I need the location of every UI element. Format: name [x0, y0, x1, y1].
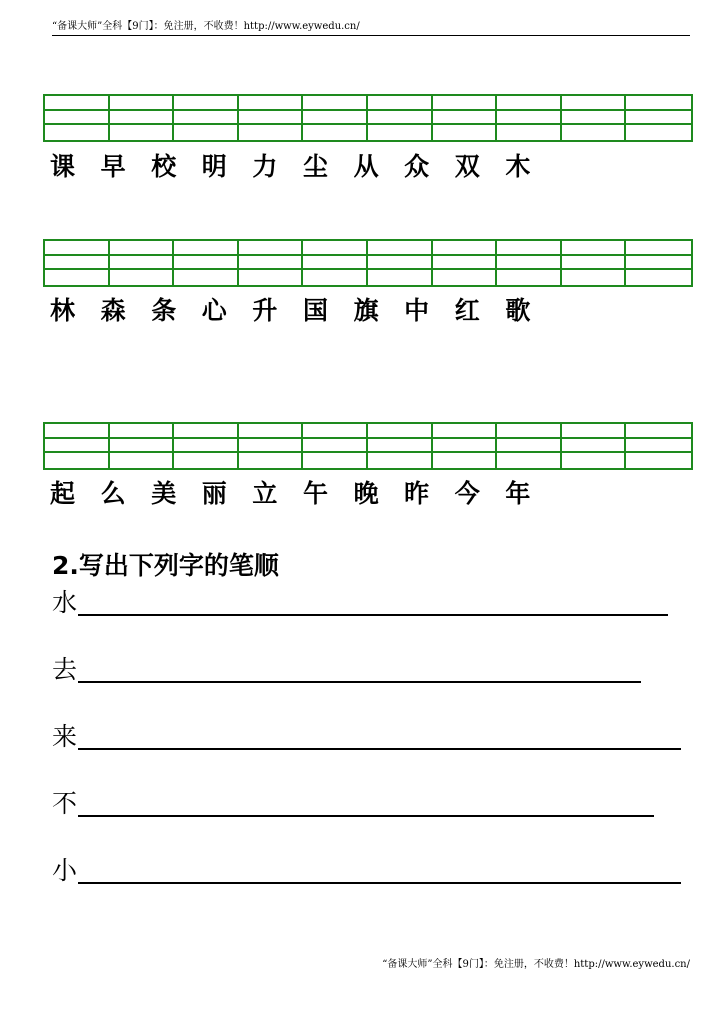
- grid-cell[interactable]: [174, 439, 239, 454]
- character: 双: [454, 152, 480, 181]
- character: 校: [151, 152, 177, 181]
- character: 力: [252, 152, 278, 181]
- stroke-order-row[interactable]: [52, 722, 681, 752]
- grid-cell[interactable]: [368, 256, 433, 271]
- grid-cell[interactable]: [174, 256, 239, 271]
- grid-cell[interactable]: [433, 111, 498, 126]
- grid-cell[interactable]: [433, 270, 498, 285]
- grid-cell[interactable]: [303, 125, 368, 140]
- character: 今: [454, 479, 480, 508]
- grid-cell[interactable]: [110, 270, 175, 285]
- grid-cell[interactable]: [626, 241, 691, 256]
- grid-cell[interactable]: [239, 453, 304, 468]
- grid-cell[interactable]: [433, 96, 498, 111]
- grid-cell[interactable]: [303, 424, 368, 439]
- character: 明: [201, 152, 227, 181]
- grid-cell[interactable]: [433, 256, 498, 271]
- character: 升: [252, 296, 278, 325]
- grid-cell[interactable]: [497, 241, 562, 256]
- grid-cell[interactable]: [562, 96, 627, 111]
- stroke-order-char: 小: [52, 856, 78, 885]
- grid-cell[interactable]: [239, 96, 304, 111]
- answer-line[interactable]: [78, 748, 681, 750]
- stroke-order-char: 来: [52, 722, 78, 751]
- character-list: [50, 152, 556, 182]
- grid-cell[interactable]: [45, 256, 110, 271]
- writing-grid[interactable]: [43, 239, 693, 287]
- grid-cell[interactable]: [497, 256, 562, 271]
- grid-cell[interactable]: [45, 439, 110, 454]
- stroke-order-row[interactable]: [52, 856, 681, 886]
- grid-cell[interactable]: [45, 111, 110, 126]
- grid-cell[interactable]: [174, 453, 239, 468]
- grid-cell[interactable]: [45, 241, 110, 256]
- grid-cell[interactable]: [303, 270, 368, 285]
- character-list: [50, 479, 556, 509]
- grid-cell[interactable]: [562, 270, 627, 285]
- grid-cell[interactable]: [239, 256, 304, 271]
- grid-cell[interactable]: [433, 241, 498, 256]
- grid-cell[interactable]: [368, 439, 433, 454]
- grid-cell[interactable]: [368, 270, 433, 285]
- grid-cell[interactable]: [110, 424, 175, 439]
- character: 立: [252, 479, 278, 508]
- stroke-order-row[interactable]: [52, 789, 654, 819]
- grid-cell[interactable]: [562, 453, 627, 468]
- grid-cell[interactable]: [626, 111, 691, 126]
- character: 众: [404, 152, 430, 181]
- character: 条: [151, 296, 177, 325]
- character: 丽: [201, 479, 227, 508]
- stroke-order-char: 去: [52, 655, 78, 684]
- grid-cell[interactable]: [368, 424, 433, 439]
- grid-cell[interactable]: [239, 125, 304, 140]
- grid-cell[interactable]: [562, 125, 627, 140]
- grid-cell[interactable]: [497, 270, 562, 285]
- grid-cell[interactable]: [562, 256, 627, 271]
- grid-cell[interactable]: [368, 125, 433, 140]
- grid-cell[interactable]: [368, 453, 433, 468]
- character: 昨: [404, 479, 430, 508]
- grid-cell[interactable]: [433, 125, 498, 140]
- page-header: “备课大师”全科【9门】：免注册，不收费！http://www.eywedu.cn/: [52, 20, 690, 36]
- grid-cell[interactable]: [174, 270, 239, 285]
- grid-cell[interactable]: [303, 96, 368, 111]
- stroke-order-char: 不: [52, 789, 78, 818]
- grid-cell[interactable]: [303, 241, 368, 256]
- character: 森: [100, 296, 126, 325]
- grid-cell[interactable]: [562, 424, 627, 439]
- grid-cell[interactable]: [45, 424, 110, 439]
- grid-cell[interactable]: [626, 125, 691, 140]
- grid-cell[interactable]: [433, 453, 498, 468]
- grid-cell[interactable]: [110, 241, 175, 256]
- character-list: [50, 296, 556, 326]
- page-footer: “备课大师”全科【9门】：免注册，不收费！http://www.eywedu.cn/: [382, 959, 690, 970]
- grid-cell[interactable]: [562, 439, 627, 454]
- grid-cell[interactable]: [626, 256, 691, 271]
- grid-cell[interactable]: [110, 125, 175, 140]
- grid-cell[interactable]: [626, 96, 691, 111]
- grid-cell[interactable]: [239, 439, 304, 454]
- character: 旗: [353, 296, 379, 325]
- grid-cell[interactable]: [174, 111, 239, 126]
- grid-cell[interactable]: [368, 241, 433, 256]
- character: 歌: [505, 296, 531, 325]
- grid-cell[interactable]: [239, 270, 304, 285]
- grid-cell[interactable]: [110, 453, 175, 468]
- grid-cell[interactable]: [497, 111, 562, 126]
- character: 心: [201, 296, 227, 325]
- character: 午: [302, 479, 328, 508]
- grid-cell[interactable]: [368, 96, 433, 111]
- grid-cell[interactable]: [174, 125, 239, 140]
- character: 中: [404, 296, 430, 325]
- grid-cell[interactable]: [239, 424, 304, 439]
- grid-cell[interactable]: [433, 424, 498, 439]
- grid-cell[interactable]: [562, 241, 627, 256]
- grid-cell[interactable]: [45, 270, 110, 285]
- character: 晚: [353, 479, 379, 508]
- grid-cell[interactable]: [239, 241, 304, 256]
- grid-cell[interactable]: [110, 111, 175, 126]
- character: 早: [100, 152, 126, 181]
- grid-cell[interactable]: [174, 96, 239, 111]
- section-title: 2.写出下列字的笔顺: [52, 551, 279, 580]
- grid-cell[interactable]: [368, 111, 433, 126]
- grid-cell[interactable]: [174, 424, 239, 439]
- answer-line[interactable]: [78, 882, 681, 884]
- stroke-order-char: 水: [52, 588, 78, 617]
- grid-cell[interactable]: [303, 439, 368, 454]
- grid-cell[interactable]: [497, 96, 562, 111]
- grid-cell[interactable]: [626, 453, 691, 468]
- writing-grid[interactable]: [43, 422, 693, 470]
- character: 起: [50, 479, 76, 508]
- grid-cell[interactable]: [497, 125, 562, 140]
- grid-cell[interactable]: [45, 453, 110, 468]
- grid-cell[interactable]: [626, 270, 691, 285]
- grid-cell[interactable]: [110, 256, 175, 271]
- character: 红: [454, 296, 480, 325]
- grid-cell[interactable]: [45, 96, 110, 111]
- character: 么: [100, 479, 126, 508]
- answer-line[interactable]: [78, 681, 641, 683]
- writing-grid[interactable]: [43, 94, 693, 142]
- grid-cell[interactable]: [626, 439, 691, 454]
- grid-cell[interactable]: [110, 96, 175, 111]
- character: 从: [353, 152, 379, 181]
- answer-line[interactable]: [78, 614, 668, 616]
- grid-cell[interactable]: [497, 424, 562, 439]
- stroke-order-row[interactable]: [52, 655, 641, 685]
- grid-cell[interactable]: [497, 439, 562, 454]
- grid-cell[interactable]: [303, 453, 368, 468]
- character: 美: [151, 479, 177, 508]
- grid-cell[interactable]: [110, 439, 175, 454]
- grid-cell[interactable]: [239, 111, 304, 126]
- character: 木: [505, 152, 531, 181]
- character: 年: [505, 479, 531, 508]
- grid-cell[interactable]: [303, 256, 368, 271]
- grid-cell[interactable]: [45, 125, 110, 140]
- character: 课: [50, 152, 76, 181]
- stroke-order-row[interactable]: [52, 588, 668, 618]
- grid-cell[interactable]: [562, 111, 627, 126]
- grid-cell[interactable]: [433, 439, 498, 454]
- character: 尘: [302, 152, 328, 181]
- grid-cell[interactable]: [626, 424, 691, 439]
- grid-cell[interactable]: [303, 111, 368, 126]
- grid-cell[interactable]: [497, 453, 562, 468]
- grid-cell[interactable]: [174, 241, 239, 256]
- answer-line[interactable]: [78, 815, 654, 817]
- character: 林: [50, 296, 76, 325]
- character: 国: [302, 296, 328, 325]
